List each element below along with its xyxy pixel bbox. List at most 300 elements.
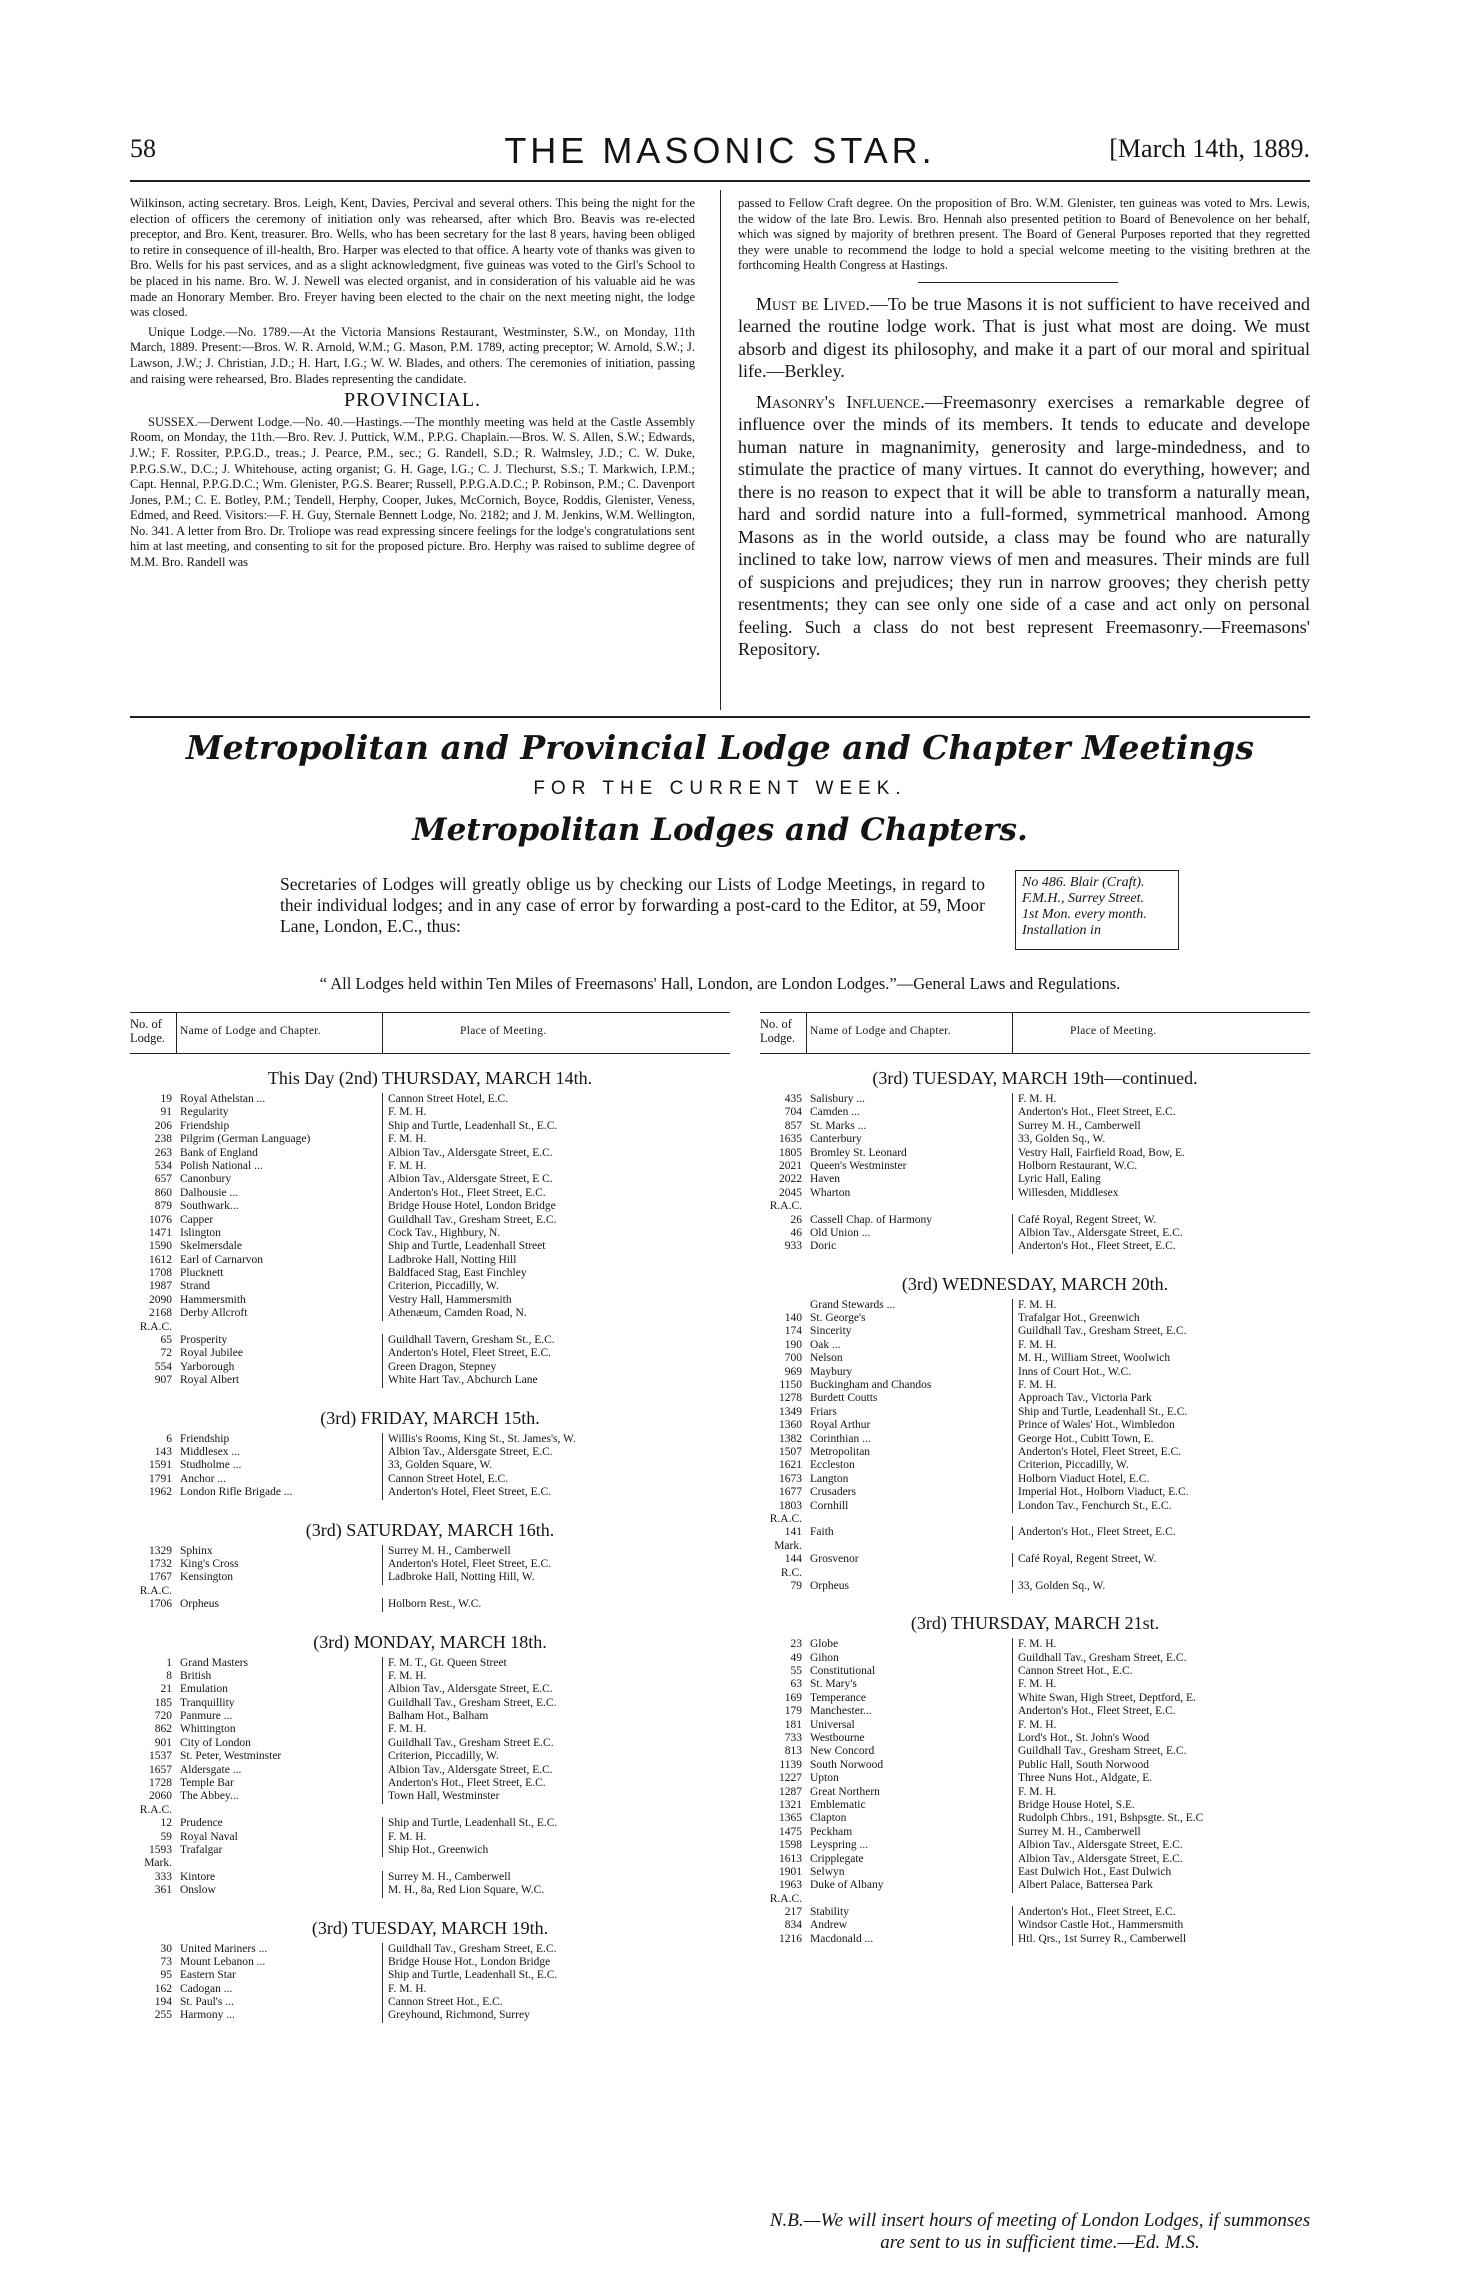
right-meeting-lists — [760, 1068, 1310, 1966]
lodge-name: Manchester... — [810, 1705, 872, 1718]
column-bar — [382, 1120, 383, 1133]
column-bar — [1012, 1705, 1013, 1718]
lodge-number: R.A.C. — [139, 1584, 172, 1597]
lodge-number: 1593 — [149, 1843, 172, 1856]
lodge-name: British — [180, 1669, 212, 1682]
lodge-number: 879 — [154, 1200, 172, 1213]
column-bar — [382, 1187, 383, 1200]
lodge-row — [760, 1933, 1310, 1946]
col-lodge-number: No. of Lodge. — [760, 1017, 796, 1045]
lodge-name: Upton — [810, 1772, 839, 1785]
short-rule — [918, 282, 1118, 283]
lodge-row — [130, 1956, 730, 1969]
day-heading: (3rd) SATURDAY, MARCH 16th. — [305, 1519, 555, 1540]
day-heading: (3rd) FRIDAY, MARCH 15th. — [320, 1407, 540, 1428]
meeting-place: White Hart Tav., Abchurch Lane — [388, 1374, 538, 1387]
column-bar — [1012, 1879, 1013, 1892]
lodge-row — [130, 1831, 730, 1844]
column-bar — [382, 1817, 383, 1830]
lodge-row — [130, 1459, 730, 1472]
lodge-number: 1365 — [779, 1812, 802, 1825]
lodge-name: Cripplegate — [810, 1852, 864, 1865]
lodge-row — [760, 1459, 1310, 1472]
london-lodges-quote: “ All Lodges held within Ten Miles of Freemasons' Hall, London, are London Lodges.”—General Laws and Regulations. — [319, 974, 1121, 993]
lodge-number: 813 — [784, 1745, 802, 1758]
lodge-number: 140 — [784, 1312, 802, 1325]
lodge-number: 1612 — [149, 1253, 172, 1266]
lodge-name: Corinthian ... — [810, 1432, 871, 1445]
lodge-row — [130, 1710, 730, 1723]
lodge-name: Temperance — [810, 1691, 867, 1704]
lodge-name: Sincerity — [810, 1325, 852, 1338]
meeting-place: Albion Tav., Aldersgate Street, E.C. — [388, 1763, 553, 1776]
page-number: 58 — [130, 134, 156, 163]
sample-postcard — [1015, 870, 1179, 950]
lodge-number: 1728 — [149, 1777, 172, 1790]
day-heading: (3rd) TUESDAY, MARCH 19th. — [311, 1917, 549, 1938]
lodge-row — [760, 1200, 1310, 1213]
column-bar — [1012, 1459, 1013, 1472]
meeting-place: F. M. H. — [1018, 1379, 1057, 1392]
day-section — [130, 1918, 730, 2023]
lodge-name: Grosvenor — [810, 1553, 859, 1566]
lodge-row — [760, 1893, 1310, 1906]
column-bar — [382, 1683, 383, 1696]
lodge-number: 554 — [154, 1360, 172, 1373]
lodge-row — [760, 1812, 1310, 1825]
lodge-number: 91 — [160, 1106, 172, 1119]
lodge-number: R.A.C. — [769, 1200, 802, 1213]
column-bar — [1012, 1719, 1013, 1732]
lodge-row — [760, 1133, 1310, 1146]
lodge-name: Buckingham and Chandos — [810, 1379, 932, 1392]
lodge-number: 969 — [784, 1365, 802, 1378]
lodge-name: Grand Stewards ... — [810, 1298, 896, 1311]
column-bar — [1012, 1486, 1013, 1499]
column-bar — [382, 1160, 383, 1173]
lodge-number: 733 — [784, 1732, 802, 1745]
lodge-name: St. George's — [810, 1312, 866, 1325]
lodge-name: Emulation — [180, 1683, 228, 1696]
lodge-row — [760, 1638, 1310, 1651]
lodge-number: 1803 — [779, 1499, 802, 1512]
column-bar — [1012, 1678, 1013, 1691]
lodge-name: Gihon — [810, 1651, 839, 1664]
column-bar — [382, 1545, 383, 1558]
meeting-place: Imperial Hot., Holborn Viaduct, E.C. — [1018, 1486, 1189, 1499]
meeting-place: Surrey M. H., Camberwell — [388, 1544, 511, 1557]
lodge-number: 1962 — [149, 1486, 172, 1499]
continued-report-paragraph: passed to Fellow Craft degree. On the proposition of Bro. W.M. Glenister, ten guineas was voted to Mrs. Lewis, the widow of the late Bro. Lewis. Bro. Hennah also presented petition to Board of Benevolence on her behalf, which was signed by majority of brethren present. The Board of General Purposes reported that they regretted they were unable to recommend the lodge to hold a special welcome meeting to the visiting brethren at the forthcoming Health Congress at Hastings. — [738, 196, 1310, 273]
col-place: Place of Meeting. — [460, 1025, 547, 1037]
lodge-number: 49 — [790, 1651, 802, 1664]
meeting-place: Ship and Turtle, Leadenhall St., E.C. — [388, 1817, 558, 1830]
lodge-row — [130, 1347, 730, 1360]
lodge-row — [130, 1585, 730, 1598]
column-bar — [382, 1486, 383, 1499]
right-article-column — [738, 196, 1310, 661]
lodge-row — [130, 1764, 730, 1777]
meeting-place: 33, Golden Sq., W. — [1018, 1133, 1106, 1146]
column-bar — [382, 1267, 383, 1280]
lodge-name: Prudence — [180, 1817, 223, 1830]
column-bar — [1012, 1160, 1013, 1173]
meeting-place: Lord's Hot., St. John's Wood — [1018, 1732, 1150, 1745]
lodge-row — [130, 1983, 730, 1996]
lodge-name: Metropolitan — [810, 1445, 871, 1458]
meeting-place: Ship Hot., Greenwich — [388, 1843, 489, 1856]
meeting-place: Guildhall Tav., Gresham Street, E.C. — [1018, 1745, 1187, 1758]
lodge-number: 704 — [784, 1106, 802, 1119]
lodge-name: Grand Masters — [180, 1656, 249, 1669]
lodge-name: Wharton — [810, 1186, 851, 1199]
lodge-name: King's Cross — [180, 1557, 239, 1570]
lodge-number: 26 — [790, 1213, 802, 1226]
masonry-influence-lead: Masonry's Influence. — [756, 391, 925, 412]
lodge-name: Orpheus — [810, 1579, 849, 1592]
lodge-row — [130, 1969, 730, 1982]
lodge-number: 2021 — [779, 1159, 802, 1172]
meeting-place: Albion Tav., Aldersgate Street, E.C. — [1018, 1852, 1183, 1865]
column-bar — [382, 1670, 383, 1683]
lodge-name: Aldersgate ... — [180, 1763, 242, 1776]
lodge-row — [760, 1406, 1310, 1419]
lodge-row — [130, 1240, 730, 1253]
lodge-row — [760, 1526, 1310, 1539]
lodge-row — [760, 1093, 1310, 1106]
lodge-name: Canonbury — [180, 1173, 232, 1186]
column-bar — [1012, 1173, 1013, 1186]
column-bar — [1012, 1227, 1013, 1240]
masthead-rule — [130, 180, 1310, 182]
lodge-number: 141 — [784, 1526, 802, 1539]
lodge-number: 1598 — [779, 1839, 802, 1852]
meeting-place: Surrey M. H., Camberwell — [1018, 1119, 1141, 1132]
lodge-row — [130, 1545, 730, 1558]
column-bar — [1012, 1446, 1013, 1459]
meeting-place: Criterion, Piccadilly, W. — [1018, 1459, 1129, 1472]
lodge-row — [760, 1826, 1310, 1839]
lodge-name: United Mariners ... — [180, 1942, 268, 1955]
meeting-place: Guildhall Tav., Gresham Street, E.C. — [388, 1213, 557, 1226]
lodge-name: Royal Athelstan ... — [180, 1093, 266, 1105]
right-table-header — [760, 1012, 1310, 1054]
column-bar — [1012, 1240, 1013, 1253]
meeting-place: Guildhall Tav., Gresham Street, E.C. — [1018, 1651, 1187, 1664]
day-section — [130, 1520, 730, 1612]
lodge-name: Trafalgar — [180, 1843, 223, 1856]
meeting-place: Surrey M. H., Camberwell — [388, 1870, 511, 1883]
lodge-name: Whittington — [180, 1723, 236, 1736]
lodge-row — [130, 1214, 730, 1227]
meeting-place: Ship and Turtle, Leadenhall St., E.C. — [388, 1119, 558, 1132]
lodge-name: Derby Allcroft — [180, 1307, 248, 1320]
lodge-name: Nelson — [810, 1352, 843, 1365]
editor-footnote: N.B.—We will insert hours of meeting of London Lodges, if summonses are sent to us in sufficient time.—Ed. M.S. — [769, 2210, 1311, 2253]
unique-lodge-paragraph: Unique Lodge.—No. 1789.—At the Victoria Mansions Restaurant, Westminster, S.W., on Monday, 11th March, 1889. Present:—Bros. W. R. Arnold, W.M.; G. Mason, P.M. 1789, acting preceptor; W. Arnold, S.W.; J. Lawson, J.W.; J. Christian, J.D.; H. Hart, I.G.; W. W. Blades, and others. The ceremonies of initiation, passing and raising were rehearsed, Bro. Blades representing the candidate. — [130, 324, 695, 386]
lodge-number: 901 — [154, 1736, 172, 1749]
meeting-place: Three Nuns Hot., Aldgate, E. — [1018, 1772, 1153, 1785]
lodge-name: Andrew — [810, 1919, 848, 1932]
meeting-place: 33, Golden Square, W. — [388, 1459, 493, 1472]
lodge-number: 1590 — [149, 1240, 172, 1253]
lodge-number: 19 — [160, 1093, 172, 1105]
sample-line: F.M.H., Surrey Street. — [1022, 891, 1144, 906]
column-bar — [382, 1374, 383, 1387]
lodge-name: Prosperity — [180, 1334, 228, 1347]
lodge-row — [130, 1200, 730, 1213]
lodge-row — [130, 1598, 730, 1611]
column-bar — [1012, 1106, 1013, 1119]
lodge-number: 1150 — [779, 1379, 802, 1392]
lodge-number: 73 — [160, 1955, 172, 1968]
lodge-row — [130, 1307, 730, 1320]
lodge-row — [130, 1657, 730, 1670]
meeting-place: F. M. T., Gt. Queen Street — [388, 1656, 507, 1669]
meeting-place: Town Hall, Westminster — [388, 1790, 500, 1803]
day-section — [130, 1632, 730, 1898]
lodge-number: 23 — [790, 1638, 802, 1651]
meeting-place: Guildhall Tav., Gresham Street, E.C. — [388, 1696, 557, 1709]
meeting-place: Anderton's Hot., Fleet Street, E.C. — [388, 1777, 546, 1790]
day-heading: (3rd) TUESDAY, MARCH 19th—continued. — [872, 1068, 1198, 1088]
lodge-name: Old Union ... — [810, 1226, 871, 1239]
day-section — [760, 1274, 1310, 1594]
meeting-place: Holborn Rest., W.C. — [388, 1598, 482, 1611]
meeting-place: Café Royal, Regent Street, W. — [1018, 1553, 1157, 1566]
lodge-row — [130, 1996, 730, 2009]
column-bar — [1012, 1919, 1013, 1932]
day-section — [130, 1068, 730, 1388]
lodge-row — [760, 1665, 1310, 1678]
lodge-row — [130, 1254, 730, 1267]
lodge-number: 2045 — [779, 1186, 802, 1199]
lodge-number: Mark. — [144, 1857, 172, 1870]
column-bar — [382, 1173, 383, 1186]
column-bar — [382, 1558, 383, 1571]
column-bar — [382, 1996, 383, 2009]
meeting-place: Anderton's Hotel, Fleet Street, E.C. — [388, 1557, 552, 1570]
meeting-place: Athenæum, Camden Road, N. — [388, 1307, 527, 1320]
column-bar — [1012, 1339, 1013, 1352]
column-bar — [1012, 1812, 1013, 1825]
lodge-row — [760, 1719, 1310, 1732]
column-bar — [382, 1280, 383, 1293]
column-bar — [382, 1956, 383, 1969]
meeting-place: Guildhall Tav., Gresham Street E.C. — [388, 1736, 554, 1749]
meeting-place: Approach Tav., Victoria Park — [1018, 1392, 1152, 1405]
column-bar — [382, 1254, 383, 1267]
lodge-row — [760, 1173, 1310, 1186]
meeting-place: Anderton's Hot., Fleet Street, E.C. — [1018, 1526, 1176, 1539]
meeting-place: Green Dragon, Stepney — [388, 1360, 497, 1373]
lodge-row — [130, 1871, 730, 1884]
sample-line: Installation in — [1022, 923, 1101, 938]
lodge-name: Westbourne — [810, 1732, 865, 1745]
lodge-number: 862 — [154, 1723, 172, 1736]
column-bar — [382, 1723, 383, 1736]
meeting-place: Anderton's Hotel, Fleet Street, E.C. — [388, 1486, 552, 1499]
lodge-number: 1708 — [149, 1267, 172, 1280]
lodge-name: Eastern Star — [180, 1969, 236, 1982]
lodge-row — [130, 1147, 730, 1160]
lodge-name: Pilgrim (German Language) — [180, 1133, 311, 1146]
lodge-row — [130, 1160, 730, 1173]
lodge-row — [130, 1750, 730, 1763]
lodge-row — [760, 1759, 1310, 1772]
meeting-place: Anderton's Hot., Fleet Street, E.C. — [1018, 1106, 1176, 1119]
left-table-header — [130, 1012, 730, 1054]
lodge-row — [130, 1697, 730, 1710]
lodge-number: 1321 — [779, 1798, 802, 1811]
lodge-name: Capper — [180, 1213, 214, 1226]
meeting-place: London Tav., Fenchurch St., E.C. — [1018, 1499, 1172, 1512]
lodge-name: Middlesex ... — [180, 1445, 241, 1458]
lodge-name: Royal Arthur — [810, 1419, 871, 1432]
lodge-number: 657 — [154, 1173, 172, 1186]
meeting-place: Anderton's Hotel, Fleet Street, E.C. — [388, 1347, 552, 1360]
lodge-name: Constitutional — [810, 1665, 876, 1678]
lodge-name: Kintore — [180, 1870, 216, 1883]
lodge-name: Bromley St. Leonard — [810, 1146, 907, 1159]
lodge-number: 2060 — [149, 1790, 172, 1803]
column-bar — [1012, 1732, 1013, 1745]
lodge-row — [130, 1817, 730, 1830]
column-bar — [1012, 1652, 1013, 1665]
column-bar — [1012, 1866, 1013, 1879]
masthead — [130, 130, 1310, 174]
lodge-number: 1076 — [149, 1213, 172, 1226]
lodge-number: 181 — [784, 1718, 802, 1731]
lodge-number: 217 — [784, 1906, 802, 1919]
column-bar — [1012, 1526, 1013, 1539]
lodge-row — [130, 1106, 730, 1119]
column-bar — [382, 1831, 383, 1844]
lodge-number: 1591 — [149, 1459, 172, 1472]
lodge-row — [130, 1737, 730, 1750]
lodge-row — [130, 1173, 730, 1186]
lodge-row — [760, 1120, 1310, 1133]
meeting-place: F. M. H. — [1018, 1678, 1057, 1691]
lodge-number: 206 — [154, 1119, 172, 1132]
lodge-name: Onslow — [180, 1884, 216, 1897]
column-bar — [1012, 1745, 1013, 1758]
lodge-number: 144 — [784, 1553, 802, 1566]
meeting-place: F. M. H. — [1018, 1338, 1057, 1351]
meeting-place: Anderton's Hotel, Fleet Street, E.C. — [1018, 1445, 1182, 1458]
lodge-row — [130, 1804, 730, 1817]
lodge-number: 30 — [160, 1942, 172, 1955]
lodge-number: 185 — [154, 1696, 172, 1709]
column-bar — [1012, 1933, 1013, 1946]
day-section — [760, 1068, 1310, 1254]
lodge-name: Sphinx — [180, 1544, 213, 1557]
lodge-number: 12 — [160, 1817, 172, 1830]
column-bar — [382, 1777, 383, 1790]
column-bar — [1012, 1853, 1013, 1866]
lodge-number: 1471 — [149, 1226, 172, 1239]
lodge-name: Globe — [810, 1638, 839, 1651]
lodge-name: Dalhousie ... — [180, 1186, 239, 1199]
lodge-number: 1805 — [779, 1146, 802, 1159]
lodge-row — [130, 1093, 730, 1106]
lodge-name: Studholme ... — [180, 1459, 242, 1472]
meeting-place: White Swan, High Street, Deptford, E. — [1018, 1691, 1196, 1704]
secretaries-notice: Secretaries of Lodges will greatly oblige us by checking our Lists of Lodge Meetings, in regard to their individual lodges; and in any case of error by forwarding a post-card to the Editor, at 59, Moor Lane, London, E.C., thus: — [280, 874, 985, 936]
lodge-row — [130, 1790, 730, 1803]
lodge-number: 79 — [790, 1579, 802, 1592]
meeting-place: Holborn Restaurant, W.C. — [1018, 1159, 1138, 1172]
lodge-name: The Abbey... — [180, 1790, 239, 1803]
lodge-number: 1963 — [779, 1879, 802, 1892]
lodge-row — [130, 1334, 730, 1347]
column-bar — [382, 1459, 383, 1472]
lodge-name: Clapton — [810, 1812, 847, 1825]
column-bar — [1012, 1553, 1013, 1566]
section-rule — [130, 716, 1310, 718]
lodge-name: Friars — [810, 1405, 837, 1418]
meeting-place: Cannon Street Hotel, E.C. — [388, 1093, 509, 1105]
meeting-place: Vestry Hall, Fairfield Road, Bow, E. — [1018, 1146, 1185, 1159]
lodge-name: Strand — [180, 1280, 211, 1293]
lodge-number: 857 — [784, 1119, 802, 1132]
lodge-row — [760, 1312, 1310, 1325]
lodge-number: 1349 — [779, 1405, 802, 1418]
column-bar — [382, 1334, 383, 1347]
lodge-row — [760, 1160, 1310, 1173]
lodge-row — [760, 1352, 1310, 1365]
lodge-number: 435 — [784, 1093, 802, 1105]
lodge-number: 255 — [154, 2009, 172, 2022]
meeting-place: F. M. H. — [388, 1669, 427, 1682]
meeting-place: Albion Tav., Aldersgate Street, E.C. — [1018, 1839, 1183, 1852]
masonry-influence-text: —Freemasonry exercises a remarkable degree of influence over the minds of its members. It tends to educate and develope human nature in magnanimity, generosity and large-mindedness, and to stimulate the practice of many virtues. It cannot do everything, however; and there is no reason to expect that it will be able to transform a naturally mean, hard and sordid nature into a full-formed, symmetrical manhood. Among Masons as in the world outside, a class may be found who are naturally inclined to take low, narrow views of men and measures. Their minds are full of suspicions and prejudices; they run in narrow grooves; they cherish petty resentments; they can see only one side of a case and act only on personal feeling. Such a class do not best represent Freemasonry.—Freemasons' Repository. — [738, 391, 1310, 660]
column-bar — [382, 1844, 383, 1857]
must-be-lived-text: —To be true Masons it is not sufficient to have received and learned the routine lodge work. That is just what most are doing. We must absorb and digest its philosophy, and make it a part of our moral and spiritual life.—Berkley. — [738, 293, 1311, 382]
lodge-number: R.A.C. — [139, 1803, 172, 1816]
day-heading: (3rd) WEDNESDAY, MARCH 20th. — [901, 1273, 1169, 1294]
lodge-row — [760, 1799, 1310, 1812]
lodge-number: 1987 — [149, 1280, 172, 1293]
lodge-number: 1677 — [779, 1486, 802, 1499]
lodge-number: 1329 — [149, 1544, 172, 1557]
column-bar — [1012, 1799, 1013, 1812]
lodge-name: Camden ... — [810, 1106, 860, 1119]
lodge-name: Temple Bar — [180, 1777, 234, 1790]
lodge-name: Oak ... — [810, 1338, 841, 1351]
column-bar — [1012, 1352, 1013, 1365]
lodge-number: 1139 — [779, 1758, 802, 1771]
lodge-row — [760, 1567, 1310, 1580]
meeting-place: Willis's Rooms, King St., St. James's, W. — [388, 1432, 576, 1445]
lodge-row — [130, 1571, 730, 1584]
lodge-row — [130, 1777, 730, 1790]
lodge-name: Universal — [810, 1718, 855, 1731]
meeting-place: Bridge House Hot., London Bridge — [388, 1955, 551, 1968]
column-bar — [1012, 1147, 1013, 1160]
column-bar — [382, 1710, 383, 1723]
meeting-place: F. M. H. — [388, 1159, 427, 1172]
lodge-name: St. Marks ... — [810, 1119, 867, 1132]
column-bar — [382, 1133, 383, 1146]
lodge-number: 21 — [160, 1683, 172, 1696]
meeting-place: F. M. H. — [1018, 1638, 1057, 1651]
lodge-row — [760, 1772, 1310, 1785]
lodge-name: Macdonald ... — [810, 1932, 874, 1945]
lodge-row — [760, 1486, 1310, 1499]
meeting-place: F. M. H. — [1018, 1298, 1057, 1311]
lodge-number: 333 — [154, 1870, 172, 1883]
